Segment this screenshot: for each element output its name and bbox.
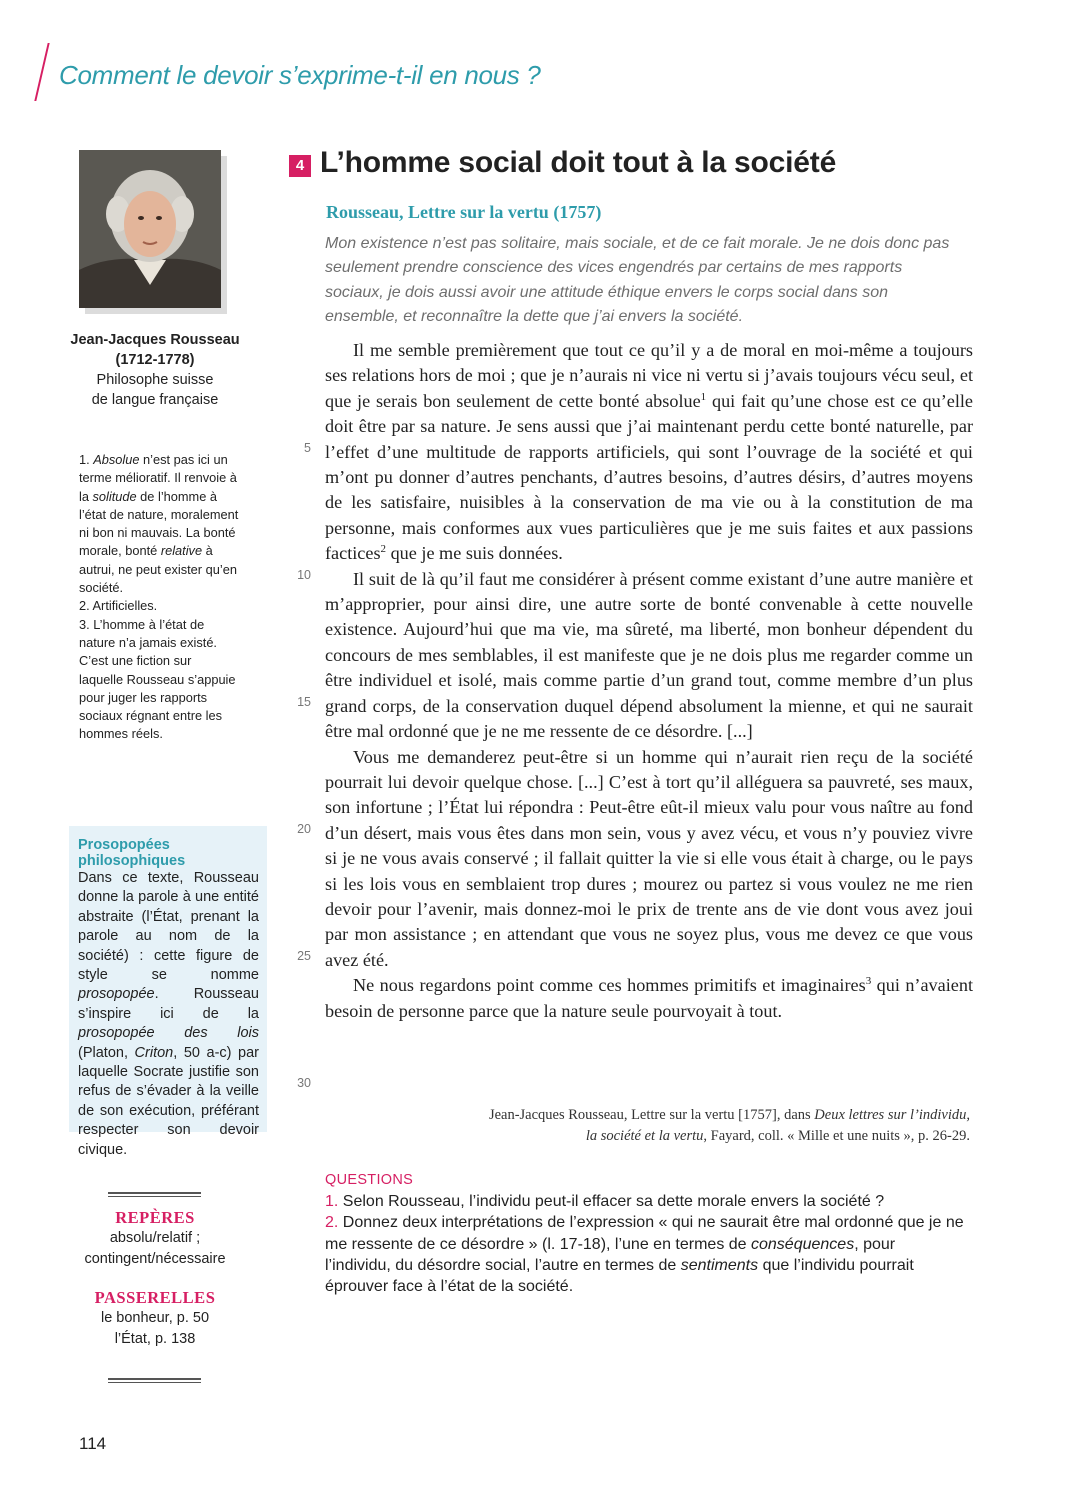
document-title: L’homme social doit tout à la société bbox=[320, 146, 837, 179]
footnote-1: 1. Absolue n’est pas ici un terme mélioratif. Il renvoie à la solitude de l’homme à l’état de nature, moralement ni bon ni mauvais. La bonté morale, bonté relative à autrui, ne peut exister qu’en société. bbox=[79, 452, 239, 596]
text-paragraph-4: Ne nous regardons point comme ces hommes primitifs et imaginaires$^3$ qui n’avaient besoin de personne parce que la nature seule pourvoyait à tout. bbox=[325, 975, 974, 1021]
line-number: 30 bbox=[297, 1076, 311, 1090]
rousseau-portrait bbox=[79, 150, 221, 308]
note-ref-2: 2 bbox=[380, 543, 387, 556]
questions-block bbox=[325, 1170, 965, 1297]
reperes-line-2: contingent/nécessaire bbox=[84, 1251, 226, 1267]
text-paragraph-2: Il suit de là qu’il faut me considérer à présent comme existant d’une autre manière et m’approprier, pour ainsi dire, une autre sorte de bonté convenable à cette nouvelle existence. Aujourd’hui que ma vie, ma sûreté, ma liberté, mon bonheur dépendent du concours de mes semblables, il est manifeste que je ne dois plus me regarder comme un être individuel et isolé, mais comme partie d’un grand tout, comme membre d’un plus grand corps, de la conservation duquel dépend absolument la mienne, et qui ne saurait être mal ordonné que je ne me ressente de ce désordre. [...] bbox=[325, 568, 973, 742]
portrait-desc-2: de langue française bbox=[91, 392, 219, 408]
note-ref-1: 1 bbox=[700, 390, 707, 403]
passerelles-link-1: le bonheur, p. 50 bbox=[100, 1310, 210, 1326]
question-1: 1. Selon Rousseau, l’individu peut-il effacer sa dette morale envers la société ? bbox=[325, 1193, 885, 1211]
page-number: 114 bbox=[79, 1434, 107, 1453]
document-intro: Mon existence n’est pas solitaire, mais sociale, et de ce fait morale. Je ne dois donc pas seulement prendre conscience des vices engendrés par certains de mes rapports sociaux, je dois aussi avoir une attitude éthique envers le corps social dans son ensemble, et reconnaître la dette que j’ai envers la société. bbox=[325, 235, 950, 325]
passerelles-label: PASSERELLES bbox=[94, 1288, 216, 1307]
prosopopee-box-text: Dans ce texte, Rousseau donne la parole à une entité abstraite (l’État, prenant la parole au nom de la société) : cette figure de style se nomme prosopopée. Rousseau s’inspire ici de la prosopopée des lois (Platon, Criton, 50 a-c) par laquelle Socrate justifie son refus de s’évader à la veille de son exécution, préférant respecter son devoir civique. bbox=[78, 870, 260, 1158]
question-2: 2. Donnez deux interprétations de l’expression « qui ne saurait être mal ordonné que je ne me ressente de ce désordre » (l. 17-18), l’une en termes de conséquences, pour l’individu, du désordre social, l’autre en termes de sentiments que l’individu pourrait éprouver face à l’état de la société. bbox=[325, 1214, 964, 1296]
prosopopee-box-title: Prosopopées philosophiques bbox=[78, 837, 186, 869]
portrait-desc-1: Philosophe suisse bbox=[96, 372, 214, 388]
text-paragraph-1: Il me semble premièrement que tout ce qu’il y a de moral en moi-même a toujours ses relations hors de moi ; que je n’aurais ni vice ni vertu si j’avais toujours vécu seul, et que je serais bon seulement de cette bonté absolue$^1$ qui fait qu’une chose est ce qu’elle doit être par sa nature. Je sens aussi que j’ai maintenant perdu cette bonté naturelle, par l’effet d’une multitude de rapports artificiels, qui sont l’ouvrage de la société et qui m’ont pu donner d’autres penchants, d’autres besoins, d’autres désirs, d’autres moyens de les satisfaire, nuisibles à la conservation de ma vie ou à la constitution de ma personne, mais conformes aux vues particulières que je me suis faites et aux passions factices$^2$ que je me suis données. bbox=[325, 340, 973, 564]
passerelles-link-2: l’État, p. 138 bbox=[114, 1331, 196, 1347]
line-number: 20 bbox=[297, 822, 311, 836]
reperes-block bbox=[70, 1208, 240, 1350]
portrait-caption bbox=[70, 330, 240, 410]
prosopopee-box bbox=[69, 826, 267, 1158]
note-ref-3: 3 bbox=[865, 975, 872, 988]
portrait-dates: (1712-1778) bbox=[115, 352, 195, 368]
footnotes bbox=[79, 451, 239, 744]
footnote-3: 3. L’homme à l’état de nature n’a jamais existé. C’est une fiction sur laquelle Rousseau s’appuie pour juger les rapports sociaux régnant entre les hommes réels. bbox=[79, 616, 236, 742]
page-header-title: Comment le devoir s’exprime-t-il en nous ? bbox=[59, 60, 541, 90]
line-number: 5 bbox=[304, 441, 311, 455]
document-number-badge: 4 bbox=[289, 155, 311, 177]
line-number: 25 bbox=[297, 949, 311, 963]
divider-top bbox=[108, 1192, 201, 1197]
rousseau-text bbox=[325, 338, 973, 1024]
footnote-2: 2. Artificielles. bbox=[79, 598, 158, 614]
reperes-line-1: absolu/relatif ; bbox=[109, 1230, 201, 1246]
source-citation: Jean-Jacques Rousseau, Lettre sur la vertu [1757], dans Deux lettres sur l’individu, la société et la vertu, Fayard, coll. « Mille et une nuits », p. 26-29. bbox=[488, 1107, 970, 1144]
reperes-label: REPÈRES bbox=[115, 1208, 195, 1227]
questions-heading: QUESTIONS bbox=[325, 1172, 414, 1188]
document-subtitle: Rousseau, Lettre sur la vertu (1757) bbox=[326, 202, 602, 222]
line-number: 15 bbox=[297, 695, 311, 709]
divider-bottom bbox=[108, 1378, 201, 1383]
portrait-name: Jean-Jacques Rousseau bbox=[70, 332, 240, 348]
line-number: 10 bbox=[297, 568, 311, 582]
header-accent-slash bbox=[34, 43, 49, 101]
text-paragraph-3: Vous me demanderez peut-être si un homme qui n’aurait rien reçu de la société pourrait lui devoir quelque chose. [...] C’est à tort qu’il alléguera sa pauvreté, ses maux, son infortune ; l’État lui répondra : Peut-être eût-il mieux valu pour vous naître au fond d’un désert, mais vous êtes dans mon sein, vous y avez vécu, et vous n’y pouviez vivre si je ne vous avais conservé ; il fallait quitter la vie si elle vous était à charge, ou le pays si les lois vous en semblaient trop dures ; mourez ou partez si vous voulez ne me rien devoir pour l’avenir, mais donnez-moi le prix de trente ans de vie dont vous avez joui par mon assistance ; en attendant que vous ne soyez plus, vous me devez ce que vous avez été. bbox=[325, 746, 973, 970]
